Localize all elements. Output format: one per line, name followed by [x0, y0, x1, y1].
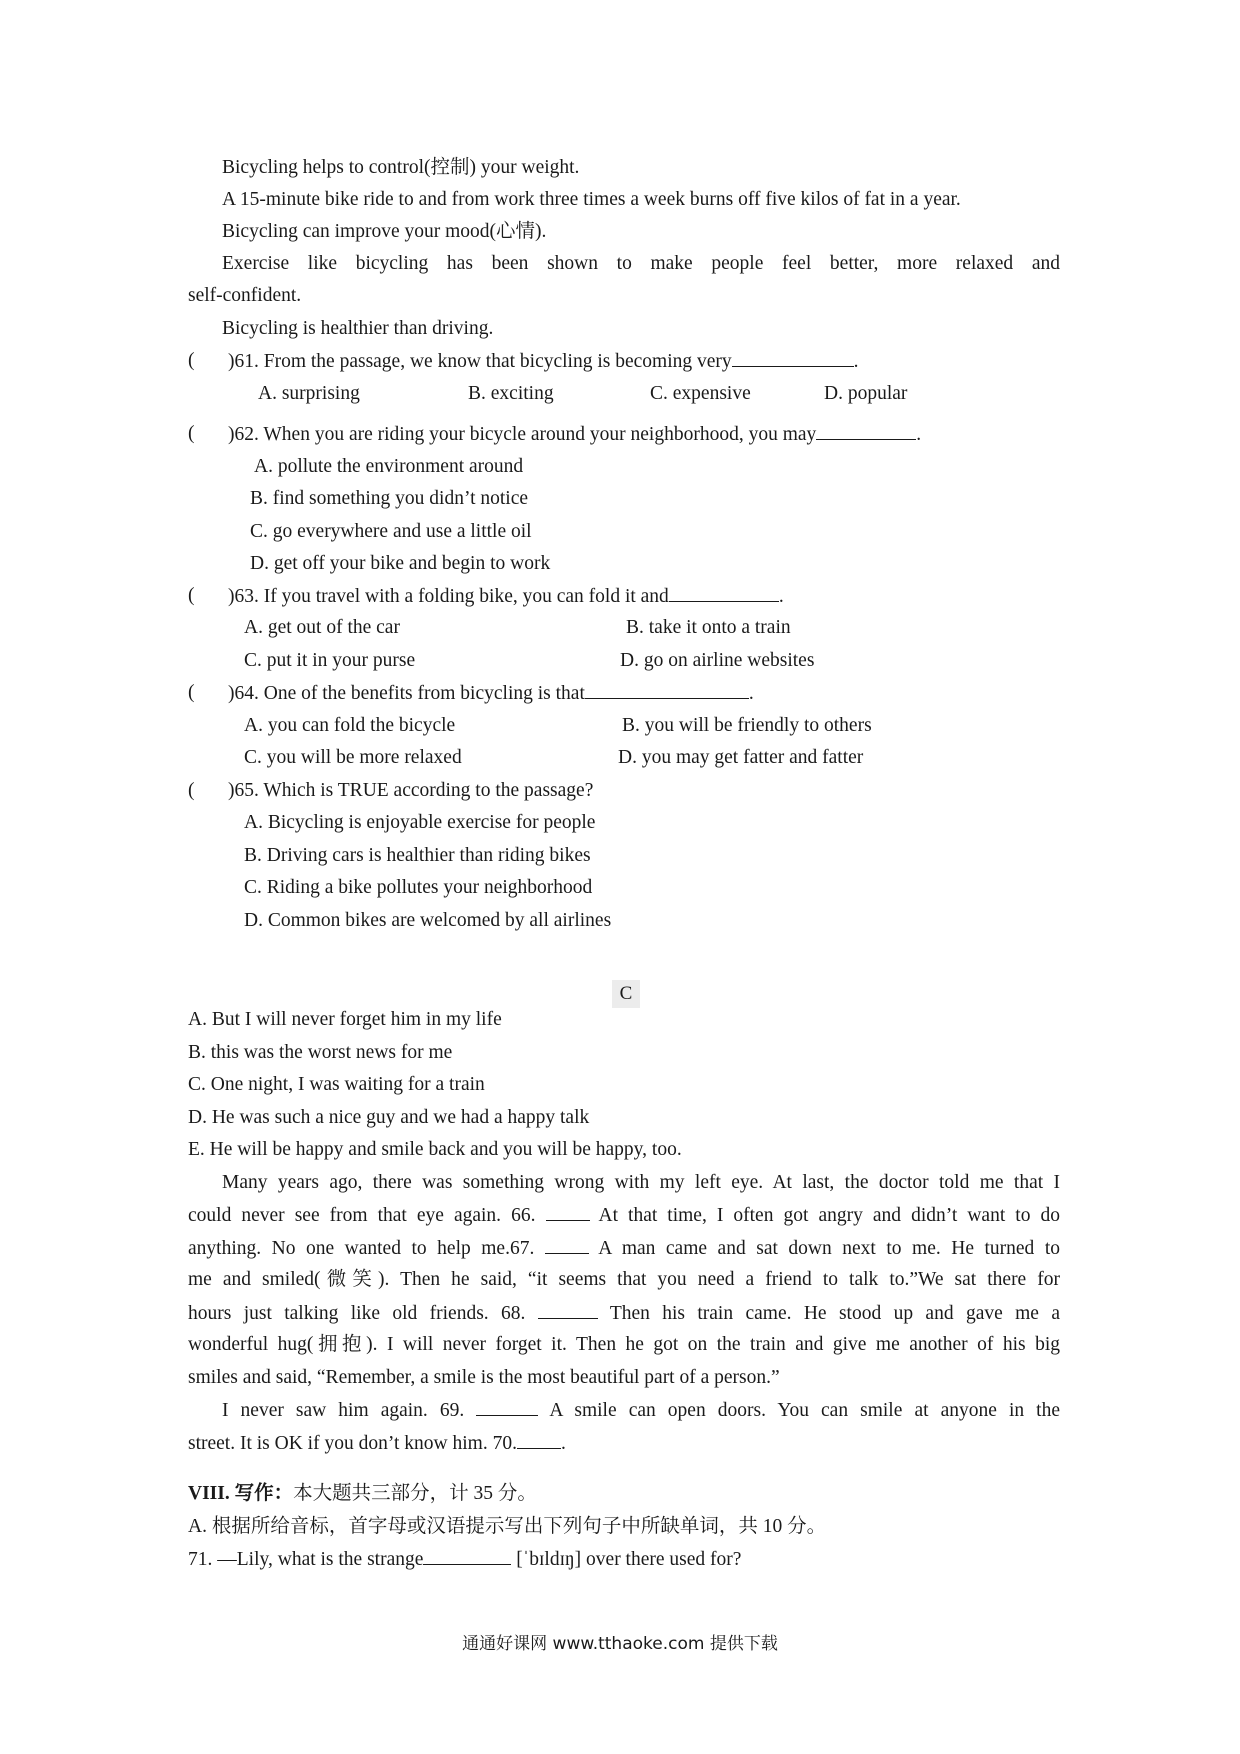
blank-70[interactable] [517, 1431, 561, 1449]
option-b: B. Driving cars is healthier than riding bikes [244, 845, 591, 866]
passage-c-line: me and smiled(微笑). Then he said, “it seems that you need a friend to talk to.”We sat there for [188, 1269, 1060, 1290]
passage-c-line: smiles and said, “Remember, a smile is the most beautiful part of a person.” [188, 1367, 780, 1388]
question-text: )65. Which is TRUE according to the passage? [228, 780, 594, 801]
passage-line: Bicycling is healthier than driving. [222, 318, 494, 339]
part-a-instruction: A. 根据所给音标，首字母或汉语提示写出下列句子中所缺单词，共 10 分。 [188, 1516, 827, 1537]
choice-item: E. He will be happy and smile back and you will be happy, too. [188, 1139, 682, 1160]
choice-item: D. He was such a nice guy and we had a happy talk [188, 1107, 590, 1128]
option-c: C. put it in your purse [244, 650, 416, 671]
blank-67[interactable] [545, 1236, 589, 1254]
passage-c-line: street. It is OK if you don’t know him. 70. . [188, 1433, 566, 1454]
option-d: D. you may get fatter and fatter [618, 747, 864, 768]
option-c: C. you will be more relaxed [244, 747, 462, 768]
section-c-title: C [612, 980, 640, 1008]
blank-66[interactable] [546, 1203, 590, 1221]
section-viii-heading: VIII. 写作：本大题共三部分，计 35 分。 [188, 1483, 537, 1504]
answer-paren: ( [188, 780, 195, 801]
option-b: B. you will be friendly to others [622, 715, 872, 736]
question-71: 71. —Lily, what is the strange [ˈbɪldɪŋ] over there used for? [188, 1549, 742, 1570]
answer-paren: ( [188, 585, 195, 606]
passage-line: Bicycling helps to control(控制) your weight. [222, 157, 580, 178]
option-a: A. pollute the environment around [254, 456, 524, 477]
option-a: A. surprising [258, 383, 360, 404]
option-b: B. find something you didn’t notice [250, 488, 529, 509]
option-a: A. you can fold the bicycle [244, 715, 456, 736]
answer-paren: ( [188, 423, 195, 444]
choice-item: A. But I will never forget him in my life [188, 1009, 502, 1030]
option-d: D. get off your bike and begin to work [250, 553, 551, 574]
passage-line: Bicycling can improve your mood(心情). [222, 221, 547, 242]
question-text: )62. When you are riding your bicycle around your neighborhood, you may [228, 424, 817, 445]
passage-line: Exercise like bicycling has been shown to make people feel better, more relaxed and [222, 253, 1060, 274]
answer-blank[interactable] [423, 1547, 511, 1565]
blank-68[interactable] [538, 1301, 598, 1319]
answer-paren: ( [188, 350, 195, 371]
option-b: B. take it onto a train [626, 617, 791, 638]
passage-c-line: hours just talking like old friends. 68. Then his train came. He stood up and gave me a [188, 1303, 1060, 1324]
passage-c-line: Many years ago, there was something wrong with my left eye. At last, the doctor told me that I [222, 1172, 1060, 1193]
choice-item: B. this was the worst news for me [188, 1042, 453, 1063]
passage-c-line: I never saw him again. 69. A smile can open doors. You can smile at anyone in the [222, 1400, 1061, 1421]
option-c: C. Riding a bike pollutes your neighborhood [244, 877, 593, 898]
option-d: D. go on airline websites [620, 650, 815, 671]
blank-69[interactable] [476, 1398, 538, 1416]
page-footer: 通通好课网 www.tthaoke.com 提供下载 [462, 1634, 778, 1654]
question-text: )64. One of the benefits from bicycling is that [228, 683, 585, 704]
choice-item: C. One night, I was waiting for a train [188, 1074, 485, 1095]
option-a: A. get out of the car [244, 617, 400, 638]
passage-c-line: wonderful hug(拥抱). I will never forget it. Then he got on the train and give me another of his big [188, 1334, 1060, 1355]
option-c: C. expensive [650, 383, 751, 404]
option-b: B. exciting [468, 383, 554, 404]
answer-blank[interactable] [585, 681, 749, 699]
answer-blank[interactable] [669, 584, 779, 602]
question-text: )63. If you travel with a folding bike, you can fold it and [228, 586, 669, 607]
answer-paren: ( [188, 682, 195, 703]
passage-line: A 15-minute bike ride to and from work three times a week burns off five kilos of fat in a year. [222, 189, 961, 210]
question-text: )61. From the passage, we know that bicycling is becoming very [228, 351, 732, 372]
answer-blank[interactable] [732, 349, 854, 367]
option-a: A. Bicycling is enjoyable exercise for people [244, 812, 596, 833]
passage-line: self-confident. [188, 285, 302, 306]
passage-c-line: could never see from that eye again. 66. At that time, I often got angry and didn’t want to do [188, 1205, 1060, 1226]
answer-blank[interactable] [816, 422, 916, 440]
option-d: D. Common bikes are welcomed by all airlines [244, 910, 612, 931]
passage-c-line: anything. No one wanted to help me.67. A man came and sat down next to me. He turned to [188, 1238, 1060, 1259]
option-d: D. popular [824, 383, 908, 404]
option-c: C. go everywhere and use a little oil [250, 521, 532, 542]
